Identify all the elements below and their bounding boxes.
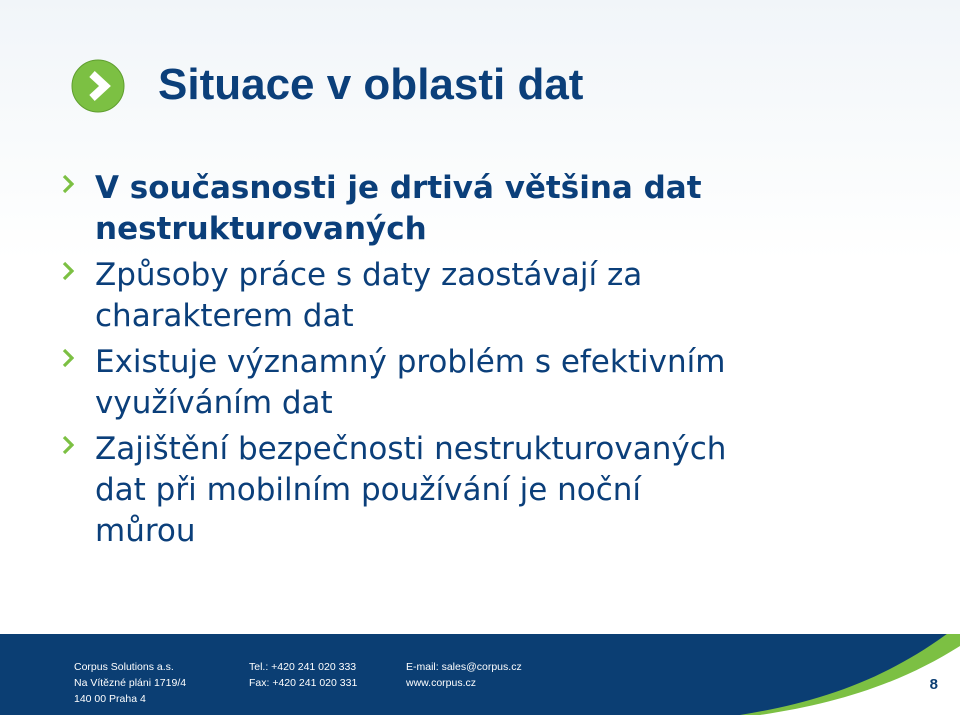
logo-chevron-icon [71, 59, 125, 113]
bullet-text: V současnosti je drtivá většina dat nestrukturovaných [95, 170, 702, 247]
bullet-item [62, 255, 942, 337]
email-link[interactable]: E-mail: sales@corpus.cz [406, 661, 522, 673]
footer-phone-block [249, 659, 357, 691]
footer-bar [0, 634, 960, 715]
bullet-chevron-icon [62, 435, 74, 455]
bullet-chevron-icon [62, 348, 74, 368]
footer-company-block [74, 659, 186, 707]
page-number: 8 [929, 676, 938, 693]
bullet-chevron-icon [62, 174, 74, 194]
phone-number: Tel.: +420 241 020 333 [249, 661, 357, 673]
bullet-item [62, 342, 942, 424]
bullet-item [62, 429, 942, 552]
footer-web-block [406, 659, 522, 691]
bullet-chevron-icon [62, 261, 74, 281]
company-city: 140 00 Praha 4 [74, 693, 146, 705]
bullet-list [62, 168, 942, 557]
company-name: Corpus Solutions a.s. [74, 661, 174, 673]
slide-title: Situace v oblasti dat [158, 60, 584, 109]
bullet-item [62, 168, 942, 250]
fax-number: Fax: +420 241 020 331 [249, 677, 358, 689]
bullet-text: Existuje významný problém s efektivním využíváním dat [95, 344, 726, 421]
bullet-text: Způsoby práce s daty zaostávají za charakterem dat [95, 257, 643, 334]
website-link[interactable]: www.corpus.cz [406, 677, 477, 689]
company-street: Na Vítězné pláni 1719/4 [74, 677, 187, 689]
bullet-text: Zajištění bezpečnosti nestrukturovaných dat při mobilním používání je noční můrou [95, 431, 727, 549]
